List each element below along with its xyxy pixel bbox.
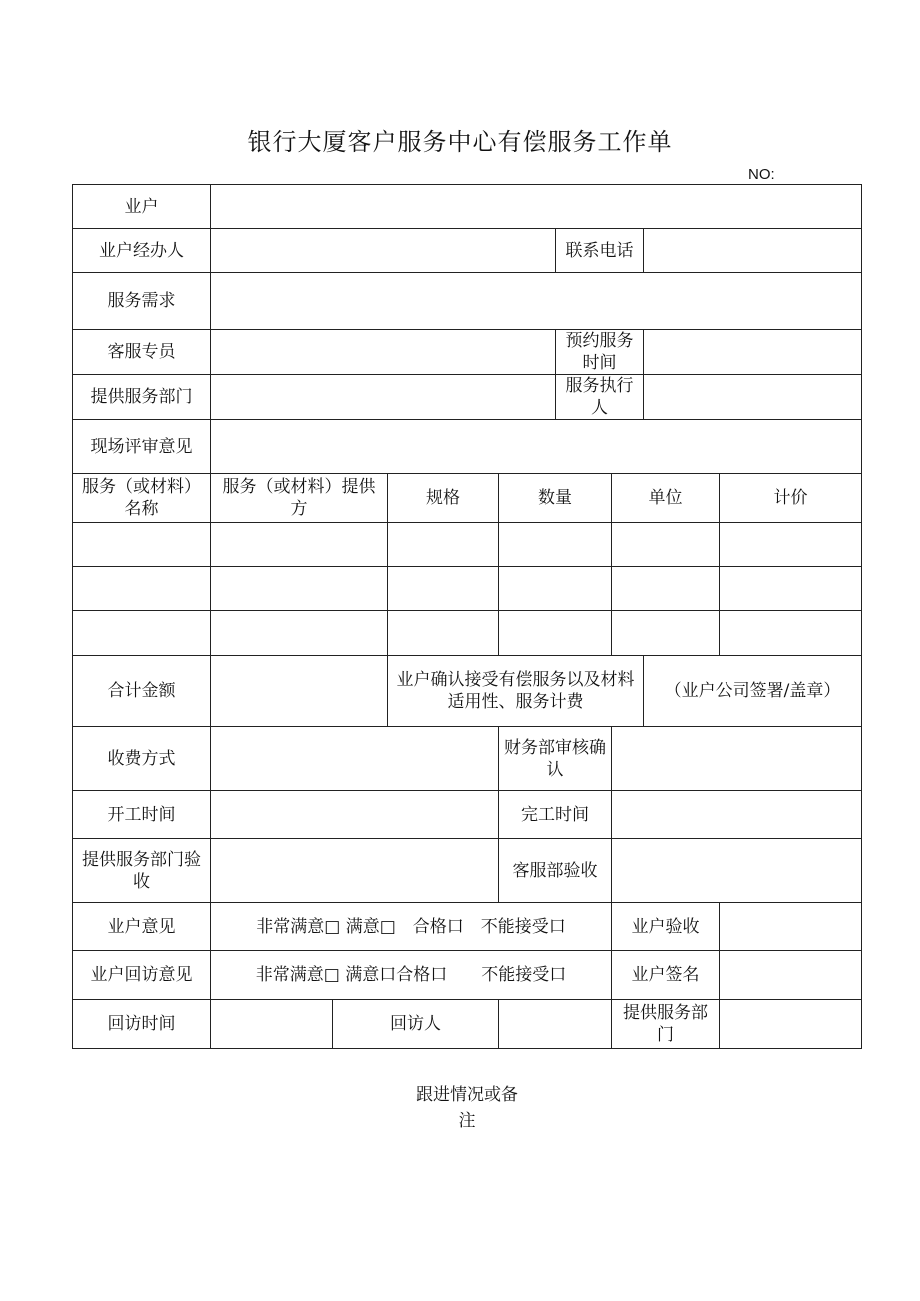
table-row <box>73 611 862 656</box>
item-provider-cell[interactable] <box>211 523 388 567</box>
follow-up-line-2: 注 <box>458 1111 476 1131</box>
owner-opinion-checkboxes[interactable]: 非常满意□ 满意□ 合格口 不能接受口 <box>211 903 612 951</box>
quantity-cell[interactable] <box>499 523 612 567</box>
finish-time-label: 完工时间 <box>499 791 612 839</box>
item-provider-cell[interactable] <box>211 611 388 656</box>
phone-field[interactable] <box>644 229 862 273</box>
price-cell[interactable] <box>720 611 862 656</box>
payment-method-label: 收费方式 <box>73 727 211 791</box>
form-number-label: NO: <box>748 166 775 183</box>
revisit-opinion-checkboxes[interactable]: 非常满意□ 满意口合格口 不能接受口 <box>211 951 612 1000</box>
executor-field[interactable] <box>644 375 862 420</box>
price-cell[interactable] <box>720 523 862 567</box>
revisit-opinion-label: 业户回访意见 <box>73 951 211 1000</box>
owner-agent-label: 业户经办人 <box>73 229 211 273</box>
start-time-field[interactable] <box>211 791 499 839</box>
onsite-review-label: 现场评审意见 <box>73 420 211 474</box>
unit-cell[interactable] <box>612 611 720 656</box>
signature-hint: （业户公司签署/盖章） <box>644 656 862 727</box>
finance-confirm-field[interactable] <box>612 727 862 791</box>
appointment-time-label: 预约服务时间 <box>556 330 644 375</box>
item-provider-header: 服务（或材料）提供方 <box>211 474 388 523</box>
owner-accept-label: 业户验收 <box>612 903 720 951</box>
owner-accept-field[interactable] <box>720 903 862 951</box>
unit-cell[interactable] <box>612 567 720 611</box>
owner-agent-field[interactable] <box>211 229 556 273</box>
form-title: 银行大厦客户服务中心有偿服务工作单 <box>247 128 673 156</box>
service-request-field[interactable] <box>211 273 862 330</box>
phone-label: 联系电话 <box>556 229 644 273</box>
quantity-cell[interactable] <box>499 567 612 611</box>
owner-sign-label: 业户签名 <box>612 951 720 1000</box>
appointment-time-field[interactable] <box>644 330 862 375</box>
confirm-text: 业户确认接受有偿服务以及材料适用性、服务计费 <box>388 656 644 727</box>
cs-accept-label: 客服部验收 <box>499 839 612 903</box>
finish-time-field[interactable] <box>612 791 862 839</box>
item-name-cell[interactable] <box>73 523 211 567</box>
cs-specialist-label: 客服专员 <box>73 330 211 375</box>
provider-accept-label: 提供服务部门验收 <box>73 839 211 903</box>
cs-specialist-field[interactable] <box>211 330 556 375</box>
unit-header: 单位 <box>612 474 720 523</box>
item-name-cell[interactable] <box>73 611 211 656</box>
total-field[interactable] <box>211 656 388 727</box>
service-request-label: 服务需求 <box>73 273 211 330</box>
follow-up-line-1: 跟进情况或备 <box>416 1085 518 1105</box>
provider-dept-field[interactable] <box>211 375 556 420</box>
executor-label: 服务执行人 <box>556 375 644 420</box>
table-row <box>73 523 862 567</box>
owner-opinion-label: 业户意见 <box>73 903 211 951</box>
finance-confirm-label: 财务部审核确认 <box>499 727 612 791</box>
follow-up-remarks <box>0 1082 920 1134</box>
price-cell[interactable] <box>720 567 862 611</box>
owner-sign-field[interactable] <box>720 951 862 1000</box>
item-name-cell[interactable] <box>73 567 211 611</box>
cs-accept-field[interactable] <box>612 839 862 903</box>
start-time-label: 开工时间 <box>73 791 211 839</box>
payment-method-field[interactable] <box>211 727 499 791</box>
owner-field[interactable] <box>211 185 862 229</box>
spec-header: 规格 <box>388 474 499 523</box>
provider-dept-2-field[interactable] <box>720 1000 862 1049</box>
revisit-time-field[interactable] <box>211 1000 333 1049</box>
spec-cell[interactable] <box>388 523 499 567</box>
onsite-review-field[interactable] <box>211 420 862 474</box>
provider-dept-label: 提供服务部门 <box>73 375 211 420</box>
spec-cell[interactable] <box>388 611 499 656</box>
revisit-person-field[interactable] <box>499 1000 612 1049</box>
price-header: 计价 <box>720 474 862 523</box>
revisit-time-label: 回访时间 <box>73 1000 211 1049</box>
quantity-cell[interactable] <box>499 611 612 656</box>
item-name-header: 服务（或材料）名称 <box>73 474 211 523</box>
provider-dept-2-label: 提供服务部门 <box>612 1000 720 1049</box>
revisit-person-label: 回访人 <box>333 1000 499 1049</box>
service-order-form <box>72 184 862 1049</box>
item-provider-cell[interactable] <box>211 567 388 611</box>
unit-cell[interactable] <box>612 523 720 567</box>
total-label: 合计金额 <box>73 656 211 727</box>
quantity-header: 数量 <box>499 474 612 523</box>
owner-label: 业户 <box>73 185 211 229</box>
spec-cell[interactable] <box>388 567 499 611</box>
provider-accept-field[interactable] <box>211 839 499 903</box>
table-row <box>73 567 862 611</box>
